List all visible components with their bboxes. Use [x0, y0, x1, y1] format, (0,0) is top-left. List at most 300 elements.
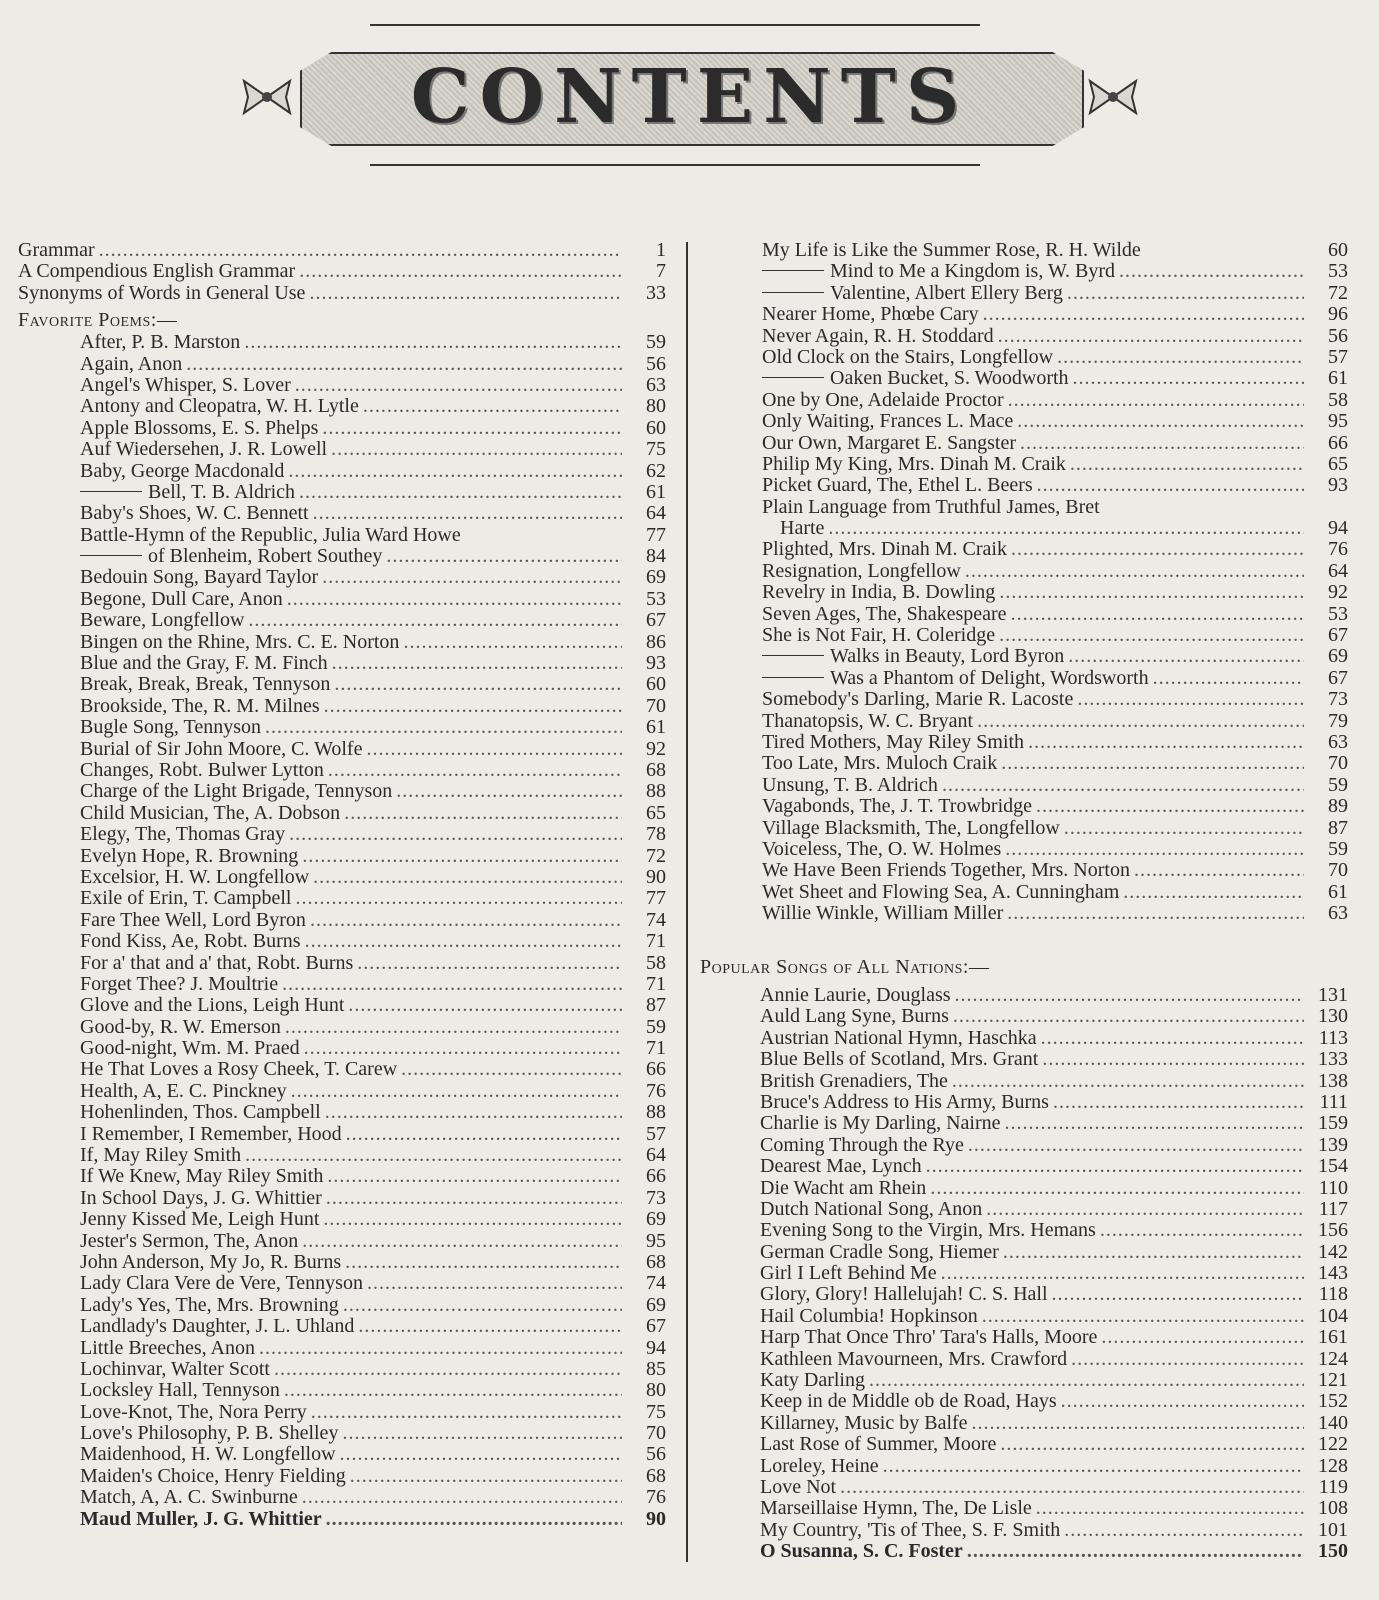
toc-entry: [18, 1059, 666, 1080]
page-number: 1: [656, 239, 666, 261]
entry-title-text: Oaken Bucket, S. Woodworth: [830, 367, 1069, 390]
entry-title: [762, 261, 1115, 282]
leader-dots: [344, 803, 622, 824]
entry-title-text: A Compendious English Grammar: [18, 260, 296, 283]
leader-dots: [331, 439, 622, 460]
toc-entry: [18, 781, 666, 802]
column-divider: [686, 242, 688, 1562]
entry-title-text: Bruce's Address to His Army, Burns: [760, 1090, 1049, 1113]
toc-entry: [18, 610, 666, 631]
entry-title-text: Plighted, Mrs. Dinah M. Craik: [762, 538, 1007, 561]
entry-title: [760, 1220, 1096, 1241]
leader-dots: [1101, 1327, 1304, 1348]
toc-entry: [760, 1284, 1348, 1305]
right-column: [762, 240, 1348, 925]
toc-entry: [762, 796, 1348, 817]
toc-entry: [760, 1477, 1348, 1498]
entry-title: [80, 1402, 307, 1423]
poems-list-left: [18, 332, 666, 1530]
toc-entry: [762, 368, 1348, 389]
page-number: 64: [1328, 559, 1348, 582]
page-number: 104: [1318, 1304, 1348, 1327]
toc-entry: [18, 888, 666, 909]
page-number: 154: [1318, 1155, 1348, 1178]
entry-title: [760, 1306, 978, 1327]
leader-dots: [953, 1006, 1304, 1027]
leader-dots: [326, 1188, 622, 1209]
toc-entry: [760, 1498, 1348, 1519]
leader-dots: [248, 610, 622, 631]
entry-title-text: Vagabonds, The, J. T. Trowbridge: [762, 795, 1032, 818]
entry-title-text: Girl I Left Behind Me: [760, 1262, 937, 1285]
page-number: 139: [1318, 1133, 1348, 1156]
leader-dots: [982, 1306, 1304, 1327]
toc-entry: [760, 1006, 1348, 1027]
entry-title: [80, 846, 298, 867]
leader-dots: [363, 396, 622, 417]
entry-title: [762, 347, 1053, 368]
page-number: 53: [1328, 260, 1348, 283]
entry-title-text: For a' that and a' that, Robt. Burns: [80, 951, 354, 974]
entry-title: [762, 796, 1032, 817]
toc-entry: [18, 439, 666, 460]
entry-title: [762, 753, 997, 774]
entry-title-text: Match, A, A. C. Swinburne: [80, 1486, 298, 1509]
page-number: 110: [1318, 1176, 1348, 1199]
leader-dots: [346, 1124, 622, 1145]
entry-title: [762, 903, 1003, 924]
page-number: 66: [646, 1165, 666, 1188]
entry-title: [760, 1178, 926, 1199]
toc-entry: [18, 375, 666, 396]
page-number: 92: [1328, 581, 1348, 604]
entry-title-text: Valentine, Albert Ellery Berg: [830, 281, 1063, 304]
toc-entry: [18, 482, 666, 503]
entry-title: [80, 781, 392, 802]
entry-title: [760, 1370, 865, 1391]
toc-entry: [762, 390, 1348, 411]
entry-title-text: Walks in Beauty, Lord Byron: [830, 645, 1065, 668]
toc-entry: [760, 1434, 1348, 1455]
leader-dots: [942, 775, 1304, 796]
entry-title-text: Good-night, Wm. M. Praed: [80, 1037, 300, 1060]
entry-title-text: Exile of Erin, T. Campbell: [80, 887, 292, 910]
poems-heading: Favorite Poems:—: [18, 309, 178, 332]
entry-title: [80, 1295, 339, 1316]
entry-title-text: Hohenlinden, Thos. Campbell: [80, 1101, 321, 1124]
entry-title-text: Lady's Yes, The, Mrs. Browning: [80, 1293, 339, 1316]
page-number: 7: [656, 260, 666, 283]
page-number: 56: [646, 352, 666, 375]
toc-entry: [18, 910, 666, 931]
page-number: 159: [1318, 1112, 1348, 1135]
page-number: 65: [646, 801, 666, 824]
leader-dots: [324, 696, 622, 717]
leader-dots: [1100, 1220, 1304, 1241]
leader-dots: [926, 1156, 1304, 1177]
entry-title-text: Love-Knot, The, Nora Perry: [80, 1400, 307, 1423]
leader-dots: [313, 867, 622, 888]
entry-title-text: Locksley Hall, Tennyson: [80, 1379, 280, 1402]
page-number: 71: [646, 930, 666, 953]
page-number: 93: [646, 652, 666, 675]
leader-dots: [99, 240, 622, 261]
toc-entry: [18, 1252, 666, 1273]
toc-entry: [18, 1102, 666, 1123]
entry-title-text: Village Blacksmith, The, Longfellow: [762, 816, 1060, 839]
page-number: 64: [646, 502, 666, 525]
page-number: 130: [1318, 1005, 1348, 1028]
entry-title: [762, 689, 1073, 710]
toc-entry: [762, 753, 1348, 774]
leader-dots: [967, 1541, 1304, 1562]
toc-entry: [762, 711, 1348, 732]
contents-banner: [240, 22, 1140, 172]
toc-entry: [18, 1444, 666, 1465]
entry-title: [80, 503, 309, 524]
page-number: 61: [1328, 367, 1348, 390]
toc-entry: [18, 1423, 666, 1444]
toc-entry: [18, 1466, 666, 1487]
leader-dots: [1036, 796, 1304, 817]
toc-entry: [18, 332, 666, 353]
entry-title-text: Last Rose of Summer, Moore: [760, 1433, 997, 1456]
page-number: 152: [1318, 1390, 1348, 1413]
entry-title-text: British Grenadiers, The: [760, 1069, 948, 1092]
page-number: 86: [646, 630, 666, 653]
entry-title: [762, 475, 1033, 496]
toc-entry: [760, 1370, 1348, 1391]
entry-title-text: Kathleen Mavourneen, Mrs. Crawford: [760, 1347, 1068, 1370]
entry-title: [80, 1059, 397, 1080]
entry-title-text: Auld Lang Syne, Burns: [760, 1005, 949, 1028]
toc-entry: [762, 604, 1348, 625]
page-number: 33: [646, 281, 666, 304]
entry-title-text: Tired Mothers, May Riley Smith: [762, 730, 1025, 753]
entry-title-text: Too Late, Mrs. Muloch Craik: [762, 752, 998, 775]
page-number: 108: [1318, 1497, 1348, 1520]
entry-title: [762, 433, 1016, 454]
entry-title: [80, 867, 309, 888]
toc-entry: [762, 903, 1348, 924]
ditto-dash: [762, 377, 824, 378]
entry-title: [760, 985, 951, 1006]
toc-entry: [18, 1273, 666, 1294]
entry-title-text: Evening Song to the Virgin, Mrs. Hemans: [760, 1219, 1096, 1242]
leader-dots: [311, 1402, 622, 1423]
leader-dots: [309, 283, 622, 304]
entry-title-text: Child Musician, The, A. Dobson: [80, 801, 341, 824]
page-number: 70: [646, 1422, 666, 1445]
leader-dots: [289, 824, 622, 845]
page-number: 138: [1318, 1069, 1348, 1092]
page-number: 92: [646, 737, 666, 760]
entry-title-text: Bell, T. B. Aldrich: [148, 480, 296, 503]
leader-dots: [284, 1380, 622, 1401]
page-number: 69: [1328, 645, 1348, 668]
poems-list-right: [762, 240, 1348, 925]
leader-dots: [357, 953, 622, 974]
leader-dots: [288, 461, 622, 482]
leader-dots: [245, 1145, 622, 1166]
toc-entry: [18, 240, 666, 261]
leader-dots: [310, 910, 622, 931]
toc-entry: [18, 1380, 666, 1401]
page-number: 57: [1328, 345, 1348, 368]
entry-title-text: She is Not Fair, H. Coleridge: [762, 624, 996, 647]
toc-entry: [762, 240, 1348, 261]
entry-title-text: Landlady's Daughter, J. L. Uhland: [80, 1315, 355, 1338]
leader-dots: [1005, 1113, 1305, 1134]
toc-entry: [18, 1124, 666, 1145]
entry-title-text: Coming Through the Rye: [760, 1133, 964, 1156]
entry-title: [18, 240, 95, 261]
toc-entry: [762, 839, 1348, 860]
ribbon-bow-icon: [240, 77, 294, 117]
entry-title: [760, 1498, 1032, 1519]
entry-title: [762, 775, 938, 796]
entry-title: [762, 839, 1001, 860]
entry-title-text: Lochinvar, Walter Scott: [80, 1357, 270, 1380]
entry-title: [762, 411, 1013, 432]
entry-title: [760, 1391, 1057, 1412]
page-number: 57: [646, 1122, 666, 1145]
page-number: 87: [1328, 816, 1348, 839]
entry-title: [780, 518, 824, 539]
entry-title: [80, 739, 362, 760]
page-number: 56: [646, 1443, 666, 1466]
page-number: 58: [1328, 388, 1348, 411]
leader-dots: [1134, 860, 1304, 881]
leader-dots: [1068, 646, 1304, 667]
entry-title: [80, 1081, 287, 1102]
entry-title: [762, 818, 1060, 839]
leader-dots: [401, 1059, 622, 1080]
entry-title: [762, 240, 1141, 261]
page-number: 95: [1328, 410, 1348, 433]
entry-title: [760, 1199, 982, 1220]
page-number: 60: [646, 416, 666, 439]
leader-dots: [1061, 1391, 1304, 1412]
toc-entry: [18, 261, 666, 282]
entry-title-text: Lady Clara Vere de Vere, Tennyson: [80, 1272, 363, 1295]
entry-title-text: Glory, Glory! Hallelujah! C. S. Hall: [760, 1283, 1048, 1306]
toc-entry: [18, 503, 666, 524]
entry-title-text: Grammar: [18, 239, 95, 261]
entry-title: [80, 567, 318, 588]
entry-title-text: In School Days, J. G. Whittier: [80, 1186, 322, 1209]
entry-title: [80, 1359, 270, 1380]
leader-dots: [1007, 903, 1304, 924]
entry-title: [762, 283, 1063, 304]
entry-title-text: Resignation, Longfellow: [762, 559, 961, 582]
page-number: 65: [1328, 452, 1348, 475]
entry-title-text: Elegy, The, Thomas Gray: [80, 823, 286, 846]
leader-dots: [983, 304, 1304, 325]
leader-dots: [265, 717, 622, 738]
toc-entry: [760, 1306, 1348, 1327]
entry-title: [80, 1316, 354, 1337]
entry-title: [80, 525, 461, 546]
entry-title-text: I Remember, I Remember, Hood: [80, 1122, 342, 1145]
entry-title: [80, 632, 399, 653]
toc-entry: [760, 1349, 1348, 1370]
front-matter-list: [18, 240, 666, 304]
page-number: 67: [646, 1315, 666, 1338]
entry-title: [762, 582, 995, 603]
leader-dots: [244, 332, 622, 353]
leader-dots: [1000, 1434, 1304, 1455]
left-column: [18, 240, 666, 1530]
entry-title-text: O Susanna, S. C. Foster: [760, 1540, 963, 1563]
toc-entry: [18, 867, 666, 888]
toc-entry: [762, 561, 1348, 582]
entry-title-text: Synonyms of Words in General Use: [18, 281, 306, 304]
entry-title: [760, 1071, 948, 1092]
entry-title: [762, 561, 961, 582]
entry-title: [760, 1006, 949, 1027]
toc-entry: [762, 304, 1348, 325]
leader-dots: [1011, 604, 1304, 625]
page-number: 119: [1318, 1475, 1348, 1498]
entry-title: [80, 546, 382, 567]
entry-title-text: Bedouin Song, Bayard Taylor: [80, 566, 319, 589]
entry-title-text: Little Breeches, Anon: [80, 1336, 255, 1359]
page-number: 71: [646, 972, 666, 995]
toc-entry: [762, 518, 1348, 539]
leader-dots: [1119, 261, 1304, 282]
entry-title: [762, 368, 1069, 389]
toc-entry: [18, 846, 666, 867]
entry-title: [762, 711, 973, 732]
toc-entry: [762, 689, 1348, 710]
page-number: 58: [646, 951, 666, 974]
entry-title-text: Angel's Whisper, S. Lover: [80, 373, 291, 396]
entry-title-text: If We Knew, May Riley Smith: [80, 1165, 324, 1188]
entry-title: [760, 1327, 1097, 1348]
leader-dots: [999, 582, 1304, 603]
entry-title-text: Jenny Kissed Me, Leigh Hunt: [80, 1208, 320, 1231]
entry-title: [760, 1092, 1049, 1113]
entry-title-text: Unsung, T. B. Aldrich: [762, 773, 938, 796]
entry-title: [80, 439, 327, 460]
toc-entry: [18, 546, 666, 567]
entry-title: [80, 418, 318, 439]
entry-title-text: Killarney, Music by Balfe: [760, 1411, 968, 1434]
toc-entry: [762, 818, 1348, 839]
toc-entry: [18, 354, 666, 375]
entry-title: [762, 304, 979, 325]
toc-entry: [18, 953, 666, 974]
entry-title: [80, 910, 306, 931]
leader-dots: [941, 1263, 1304, 1284]
entry-title-text: Beware, Longfellow: [80, 609, 245, 632]
entry-title-text: Mind to Me a Kingdom is, W. Byrd: [830, 260, 1116, 283]
entry-title: [80, 1444, 336, 1465]
toc-entry: [18, 1166, 666, 1187]
leader-dots: [299, 261, 622, 282]
leader-dots: [328, 760, 622, 781]
entry-title-text: Evelyn Hope, R. Browning: [80, 844, 299, 867]
songs-list: [760, 985, 1348, 1563]
entry-title: [80, 674, 330, 695]
entry-title-text: Dearest Mae, Lynch: [760, 1155, 922, 1178]
ditto-dash: [762, 292, 824, 293]
entry-title: [762, 732, 1024, 753]
entry-title-text: Never Again, R. H. Stoddard: [762, 324, 994, 347]
page-number: 156: [1318, 1219, 1348, 1242]
page-number: 101: [1318, 1518, 1348, 1541]
entry-title: [762, 860, 1130, 881]
leader-dots: [304, 1038, 622, 1059]
page-number: 94: [646, 1336, 666, 1359]
banner-bottom-rule: [370, 164, 980, 166]
entry-title: [760, 1349, 1067, 1370]
entry-title-text: My Life is Like the Summer Rose, R. H. Wilde: [762, 239, 1141, 261]
entry-title: [760, 1434, 996, 1455]
toc-entry: [762, 283, 1348, 304]
entry-title: [18, 261, 295, 282]
entry-title-text: Harp That Once Thro' Tara's Halls, Moore: [760, 1326, 1098, 1349]
entry-title: [760, 1049, 1038, 1070]
toc-entry: [18, 1316, 666, 1337]
toc-entry: [760, 1028, 1348, 1049]
leader-dots: [345, 1252, 622, 1273]
entry-title: [760, 1413, 968, 1434]
leader-dots: [299, 482, 622, 503]
songs-heading: Popular Songs of All Nations:—: [700, 956, 990, 978]
entry-title-text: Charlie is My Darling, Nairne: [760, 1112, 1001, 1135]
page-number: 67: [1328, 666, 1348, 689]
leader-dots: [386, 546, 622, 567]
page-number: 67: [646, 609, 666, 632]
entry-title: [80, 931, 301, 952]
entry-title: [80, 461, 284, 482]
entry-title: [80, 1338, 255, 1359]
page-number: 74: [646, 908, 666, 931]
entry-title-text: Revelry in India, B. Dowling: [762, 581, 996, 604]
entry-title-text: Jester's Sermon, The, Anon: [80, 1229, 299, 1252]
entry-title-text: Nearer Home, Phœbe Cary: [762, 303, 979, 326]
page-number: 76: [646, 1486, 666, 1509]
leader-dots: [291, 1081, 622, 1102]
entry-title-text: Loreley, Heine: [760, 1454, 879, 1477]
page-number: 77: [646, 887, 666, 910]
entry-title: [762, 882, 1119, 903]
entry-title-text: Thanatopsis, W. C. Bryant: [762, 709, 974, 732]
toc-entry: [762, 882, 1348, 903]
toc-entry: [18, 1295, 666, 1316]
leader-dots: [343, 1295, 622, 1316]
toc-entry: [18, 1402, 666, 1423]
leader-dots: [322, 418, 622, 439]
entry-title-text: Somebody's Darling, Marie R. Lacoste: [762, 688, 1074, 711]
page-number: 60: [646, 673, 666, 696]
entry-title-text: Blue and the Gray, F. M. Finch: [80, 652, 328, 675]
entry-title-text: Die Wacht am Rhein: [760, 1176, 927, 1199]
page-number: 59: [646, 1015, 666, 1038]
entry-title: [762, 646, 1064, 667]
toc-entry: [762, 539, 1348, 560]
leader-dots: [327, 1166, 622, 1187]
leader-dots: [274, 1359, 622, 1380]
leader-dots: [186, 354, 622, 375]
entry-title-text: Voiceless, The, O. W. Holmes: [762, 837, 1002, 860]
entry-title: [80, 332, 240, 353]
entry-title: [762, 625, 995, 646]
entry-title-text: Health, A, E. C. Pinckney: [80, 1079, 287, 1102]
entry-title-text: Break, Break, Break, Tennyson: [80, 673, 331, 696]
